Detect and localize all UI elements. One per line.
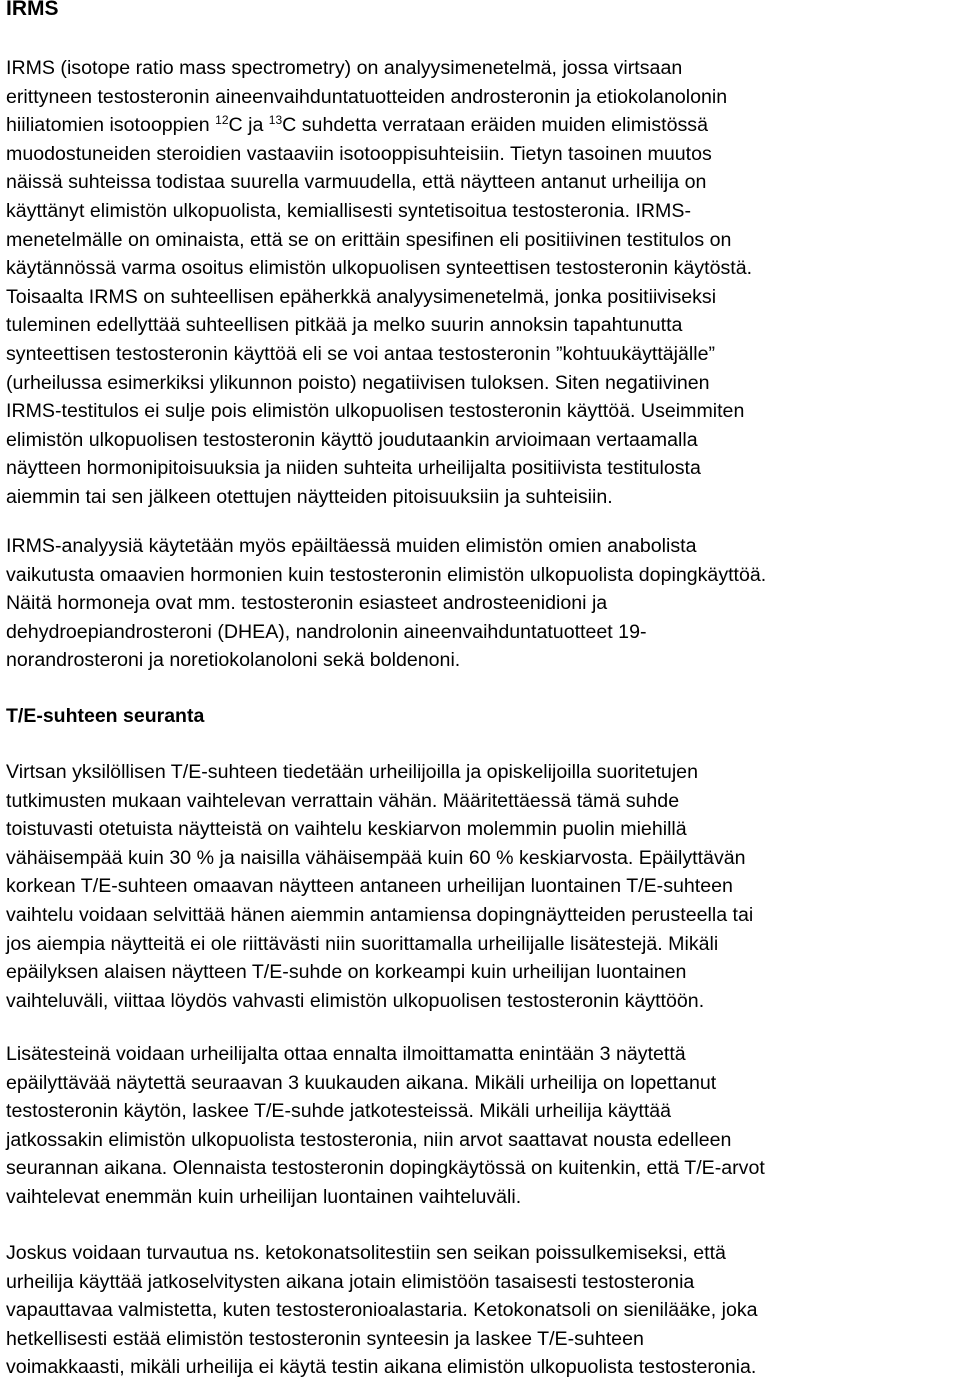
text-line: Virtsan yksilöllisen T/E-suhteen tiedetään urheilijoilla ja opiskelijoilla suoritetujen	[6, 761, 698, 783]
text-line: vähäisempää kuin 30 % ja naisilla vähäisempää kuin 60 % keskiarvosta. Epäilyttävän	[6, 846, 746, 869]
text-line: hetkellisesti estää elimistön testosteronin synteesin ja laskee T/E-suhteen	[6, 1327, 644, 1350]
text-fragment: C ja	[228, 114, 269, 137]
text-line: käyttänyt elimistön ulkopuolista, kemiallisesti syntetisoitua testosteronia. IRMS-	[6, 199, 691, 222]
paragraph-additional-tests	[6, 1040, 960, 1212]
superscript-12: 12	[215, 113, 229, 128]
text-fragment: C suhdetta verrataan eräiden muiden elimistössä	[282, 114, 709, 137]
text-line: toistuvasti otetuista näytteistä on vaihtelu keskiarvon molemmin puolin miehillä	[6, 818, 687, 841]
text-line: elimistön ulkopuolisen testosteronin käyttö joudutaankin arvioimaan vertaamalla	[6, 428, 698, 451]
text-fragment: hiiliatomien isotooppien	[6, 114, 216, 137]
text-line: epäilyttävää näytettä seuraavan 3 kuukauden aikana. Mikäli urheilija on lopettanut	[6, 1071, 717, 1094]
superscript-13: 13	[268, 113, 283, 128]
text-line: dehydroepiandrosteroni (DHEA), nandrolonin aineenvaihduntatuotteet 19-	[6, 620, 647, 643]
text-line: seurannan aikana. Olennaista testosteronin dopingkäytössä on kuitenkin, että T/E-arvot	[6, 1157, 765, 1180]
text-line: synteettisen testosteronin käyttöä eli se voi antaa testosteronin ”kohtuukäyttäjälle”	[6, 342, 716, 365]
paragraph-ketoconazole	[6, 1239, 960, 1382]
page-title: IRMS	[6, 0, 59, 20]
text-line: IRMS-testitulos ei sulje pois elimistön ulkopuolisen testosteronin käyttöä. Useimmiten	[6, 400, 745, 423]
text-line: näytteen hormonipitoisuuksia ja niiden suhteita urheilijalta positiivista testitulosta	[6, 457, 701, 480]
text-line: tutkimusten mukaan vaihtelevan verrattain vähän. Määritettäessä tämä suhde	[6, 789, 680, 812]
text-line: korkean T/E-suhteen omaavan näytteen antaneen urheilijan luontainen T/E-suhteen	[6, 875, 733, 898]
text-line: (urheilussa esimerkiksi ylikunnon poisto) negatiivisen tuloksen. Siten negatiivinen	[6, 371, 710, 394]
text-line: testosteronin käytön, laskee T/E-suhde jatkotesteissä. Mikäli urheilija käyttää	[6, 1100, 672, 1123]
text-line: tuleminen edellyttää suhteellisen pitkää ja melko suurin annoksin tapahtunutta	[6, 314, 683, 337]
text-line: vaihtelevat enemmän kuin urheilijan luontainen vaihteluväli.	[6, 1185, 522, 1208]
text-line: jos aiempia näytteitä ei ole riittävästi niin suorittamalla urheilijalle lisätestejä. Mikäli	[6, 932, 719, 955]
text-line: vaihtelu voidaan selvittää hänen aiemmin antamiensa dopingnäytteiden perusteella tai	[6, 903, 754, 926]
text-line: Lisätesteinä voidaan urheilijalta ottaa ennalta ilmoittamatta enintään 3 näytettä	[6, 1043, 686, 1065]
text-line: Näitä hormoneja ovat mm. testosteronin esiasteet androsteenidioni ja	[6, 592, 608, 615]
text-line: vapauttavaa valmistetta, kuten testosteronioalastaria. Ketokonatsoli on sienilääke, joka	[6, 1299, 758, 1322]
text-line: aiemmin tai sen jälkeen otettujen näytteiden pitoisuuksiin ja suhteisiin.	[6, 485, 613, 508]
paragraph-te-ratio	[6, 758, 960, 1015]
text-line: erittyneen testosteronin aineenvaihduntatuotteiden androsteronin ja etiokolanolonin	[6, 85, 728, 108]
paragraph-irms-other-hormones	[6, 532, 960, 675]
text-line: urheilija käyttää jatkoselvitysten aikana jotain elimistöön tasaisesti testosteronia	[6, 1270, 695, 1293]
text-line: voimakkaasti, mikäli urheilija ei käytä testin aikana elimistön ulkopuolista testosteronia.	[6, 1356, 757, 1379]
text-line: menetelmälle on ominaista, että se on erittäin spesifinen eli positiivinen testitulos on	[6, 228, 732, 251]
text-line: näissä suhteissa todistaa suurella varmuudella, että näytteen antanut urheilija on	[6, 171, 707, 194]
text-line: vaihteluväli, viittaa löydös vahvasti elimistön ulkopuolisen testosteronin käyttöön.	[6, 989, 705, 1012]
section-heading: T/E-suhteen seuranta	[6, 705, 205, 727]
text-line: Toisaalta IRMS on suhteellisen epäherkkä analyysimenetelmä, jonka positiiviseksi	[6, 285, 717, 308]
text-line: jatkossakin elimistön ulkopuolista testosteronia, niin arvot saattavat nousta edelleen	[6, 1128, 732, 1151]
text-line: epäilyksen alaisen näytteen T/E-suhde on korkeampi kuin urheilijan luontainen	[6, 961, 687, 984]
text-line: käytännössä varma osoitus elimistön ulkopuolisen synteettisen testosteronin käytöstä.	[6, 257, 753, 280]
text-line-isotopes	[6, 111, 960, 140]
text-line: vaikutusta omaavien hormonien kuin testosteronin elimistön ulkopuolista dopingkäyttöä.	[6, 563, 767, 586]
text-line: IRMS (isotope ratio mass spectrometry) on analyysimenetelmä, jossa virtsaan	[6, 57, 683, 79]
text-line: muodostuneiden steroidien vastaaviin isotooppisuhteisiin. Tietyn tasoinen muutos	[6, 142, 712, 165]
text-line: IRMS-analyysiä käytetään myös epäiltäessä muiden elimistön omien anabolista	[6, 535, 697, 557]
text-line: norandrosteroni ja noretiokolanoloni sekä boldenoni.	[6, 649, 461, 672]
text-line: Joskus voidaan turvautua ns. ketokonatsolitestiin sen seikan poissulkemiseksi, että	[6, 1242, 726, 1264]
paragraph-irms-intro	[6, 54, 960, 512]
